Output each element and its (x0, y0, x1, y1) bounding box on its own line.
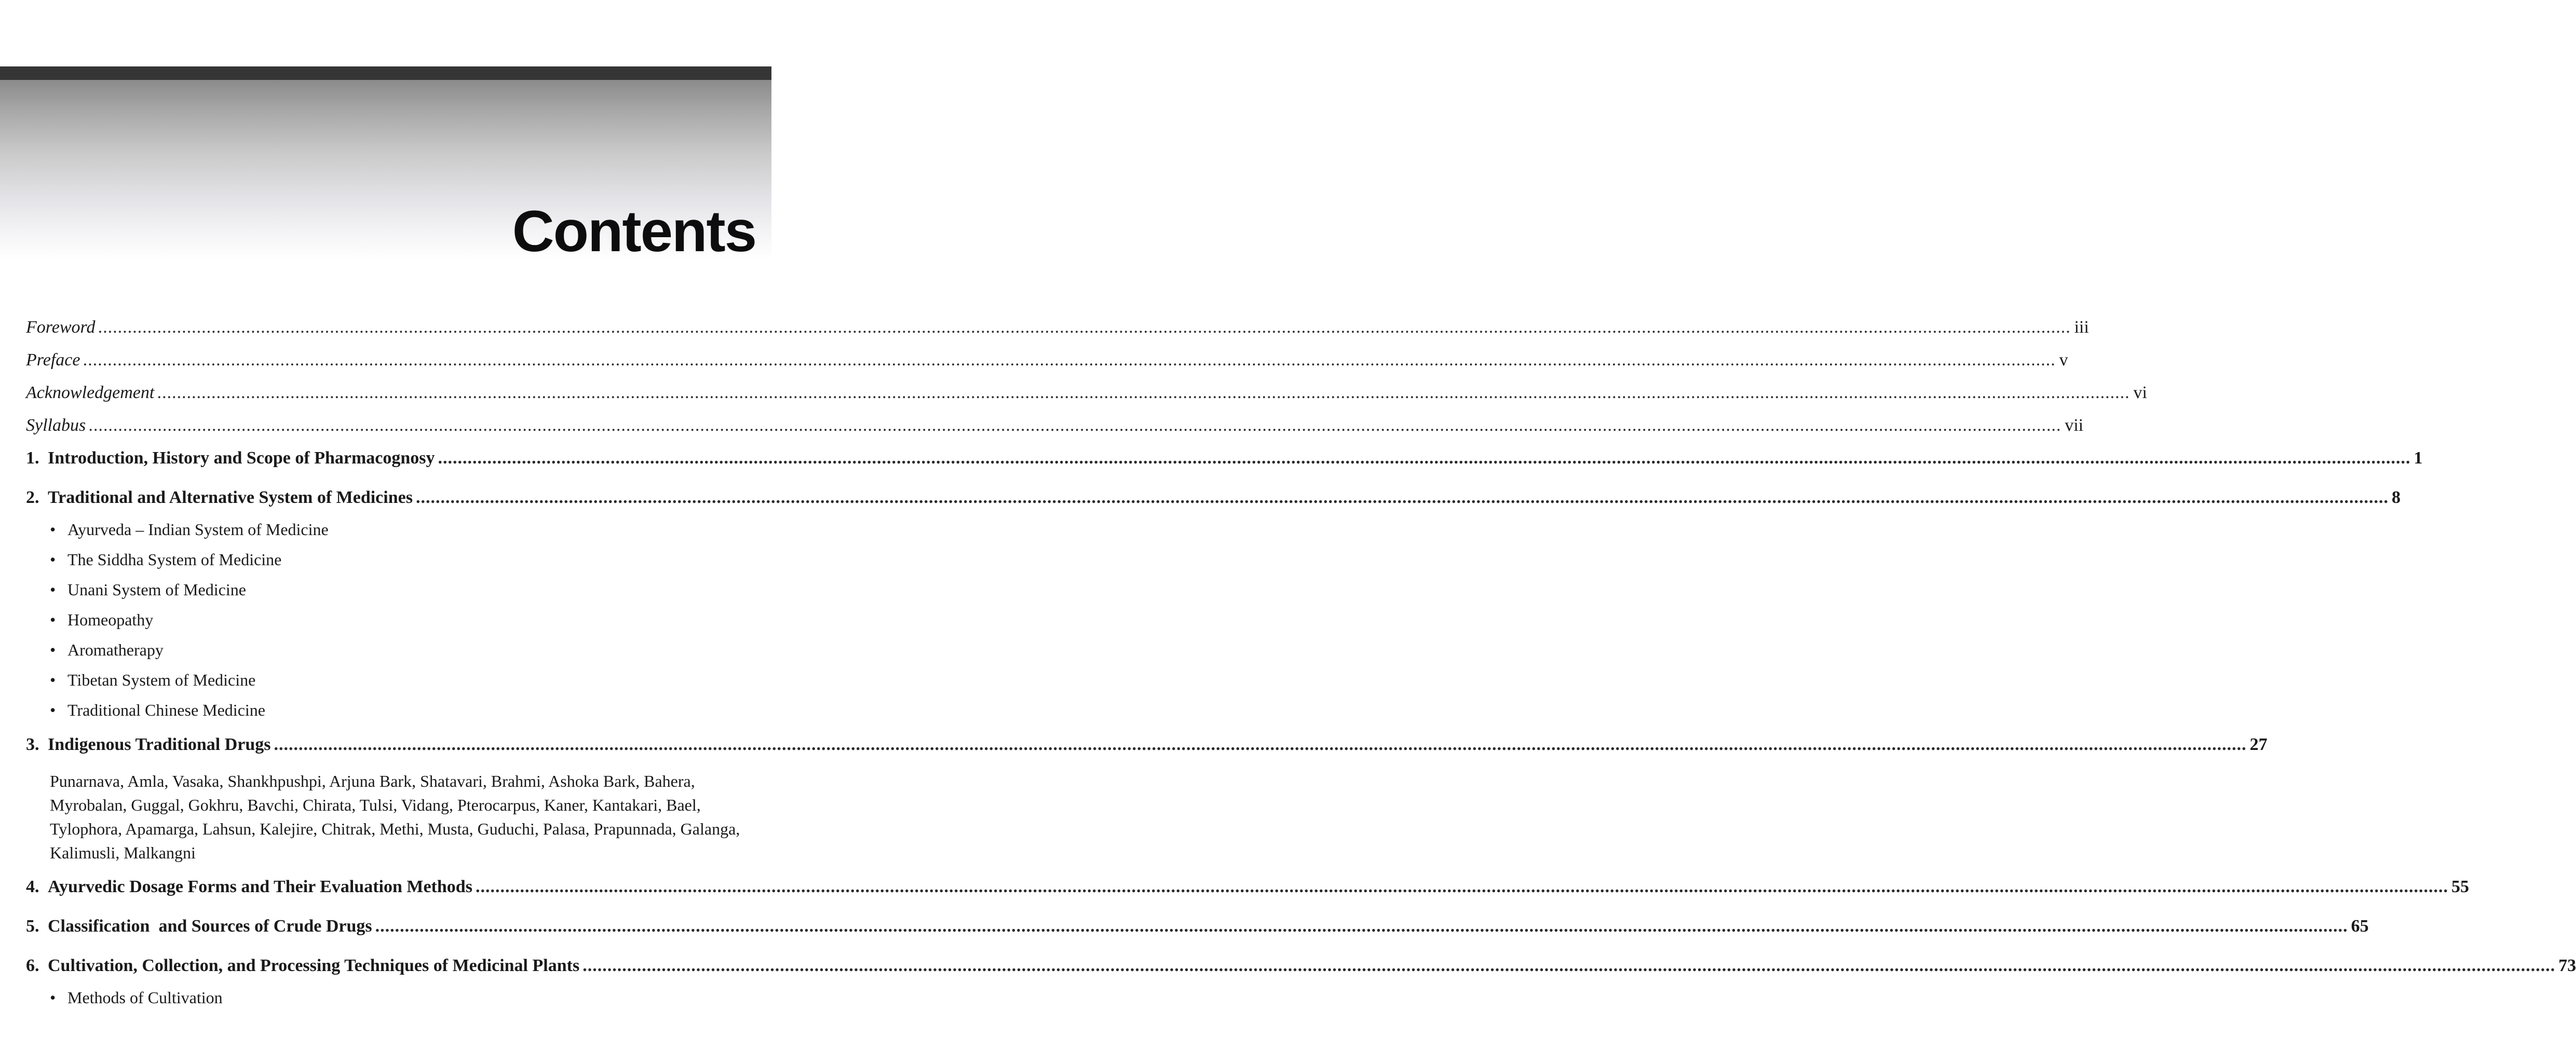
dot-leader: ................................................................................................................................................................................................................................................................................................................................................................................................................ (89, 416, 2062, 435)
toc-entry-label: Syllabus (26, 416, 86, 435)
chapter-2-subtopics (26, 520, 774, 731)
chapter-3 (26, 735, 2268, 774)
chapter-title (26, 956, 579, 976)
chapter-title (26, 488, 413, 508)
dot-leader: ................................................................................................................................................................................................................................................................................................................................................................................................................ (98, 318, 2071, 337)
chapter-title-text: Cultivation, Collection, and Processing Techniques of Medicinal Plants (48, 956, 580, 975)
header-bar (0, 66, 771, 80)
toc-entry-acknowledgement (26, 383, 2147, 416)
chapter-title (26, 735, 271, 755)
chapter-number: 5. (26, 917, 39, 936)
subtopic-item (50, 580, 774, 610)
subtopic-text: Homeopathy (67, 610, 154, 629)
toc-entry-label: Preface (26, 350, 80, 370)
toc-entry-page: vi (2133, 383, 2147, 402)
chapter-title-text: Introduction, History and Scope of Pharmacognosy (48, 448, 435, 468)
chapter-page: 27 (2249, 735, 2268, 754)
bullet-icon: • (50, 640, 56, 659)
bullet-icon: • (50, 701, 56, 719)
toc-entry-label: Foreword (26, 318, 96, 337)
chapter-6-subtopics (26, 988, 774, 1018)
subtopic-item (50, 520, 774, 550)
subtopic-item (50, 550, 774, 580)
chapter-title-text: Indigenous Traditional Drugs (48, 735, 271, 754)
chapter-page: 1 (2414, 448, 2423, 468)
chapter-title-text: Traditional and Alternative System of Medicines (48, 488, 413, 507)
chapter-number: 4. (26, 877, 39, 896)
toc-entry-page: iii (2074, 318, 2089, 337)
chapter-page: 65 (2351, 917, 2369, 936)
bullet-icon: • (50, 580, 56, 599)
subtopic-text: Aromatherapy (67, 640, 164, 659)
subtopic-text: The Siddha System of Medicine (67, 550, 282, 569)
toc-entry-label: Acknowledgement (26, 383, 155, 402)
chapter-page: 55 (2451, 877, 2469, 896)
dot-leader: ................................................................................................................................................................................................................................................................................................................................................................................................................ (582, 956, 2556, 975)
dot-leader: ................................................................................................................................................................................................................................................................................................................................................................................................................ (274, 735, 2247, 754)
toc-entry-page: vii (2065, 416, 2084, 435)
chapter-title (26, 448, 435, 468)
page-title: Contents (512, 199, 756, 264)
chapter-page: 8 (2391, 488, 2401, 507)
table-of-contents (26, 318, 2576, 1022)
subtopic-item (50, 640, 774, 671)
dot-leader: ................................................................................................................................................................................................................................................................................................................................................................................................................ (415, 488, 2389, 507)
chapter-4 (26, 877, 2469, 917)
subtopic-text: Tibetan System of Medicine (67, 671, 256, 689)
subtopic-item (50, 701, 774, 731)
chapter-number: 6. (26, 956, 39, 975)
dot-leader: ................................................................................................................................................................................................................................................................................................................................................................................................................ (83, 350, 2056, 370)
dot-leader: ................................................................................................................................................................................................................................................................................................................................................................................................................ (475, 877, 2448, 896)
chapter-number: 2. (26, 488, 39, 507)
subtopic-text: Ayurveda – Indian System of Medicine (67, 520, 329, 539)
subtopic-item (50, 610, 774, 640)
toc-entry-page: v (2059, 350, 2068, 370)
chapter-title (26, 917, 372, 936)
toc-entry-foreword (26, 318, 2089, 350)
bullet-icon: • (50, 988, 56, 1007)
chapter-1 (26, 448, 2423, 488)
chapter-3-drug-list: Punarnava, Amla, Vasaka, Shankhpushpi, Arjuna Bark, Shatavari, Brahmi, Ashoka Bark, Bahera, Myrobalan, Guggal, Gokhru, Bavchi, Chirata, Tulsi, Vidang, Pterocarpus, Kaner, Kantakari, Bael, Tylophora, Apamarga, Lahsun, Kalejire, Chitrak, Methi, Musta, Guduchi, Palasa, Prapunnada, Galanga, Kalimusli, Malkangni (50, 772, 740, 862)
chapter-page: 73 (2558, 956, 2576, 975)
subtopic-item (50, 671, 774, 701)
bullet-icon: • (50, 671, 56, 689)
subtopic-text: Methods of Cultivation (67, 988, 223, 1007)
chapter-number: 1. (26, 448, 39, 468)
subtopic-item (50, 988, 774, 1018)
bullet-icon: • (50, 610, 56, 629)
bullet-icon: • (50, 550, 56, 569)
chapter-title-text: Classification and Sources of Crude Drugs (48, 917, 372, 936)
toc-entry-preface (26, 350, 2068, 383)
dot-leader: ................................................................................................................................................................................................................................................................................................................................................................................................................ (438, 448, 2411, 468)
dot-leader: ................................................................................................................................................................................................................................................................................................................................................................................................................ (157, 383, 2131, 402)
bullet-icon: • (50, 520, 56, 539)
subtopic-text: Traditional Chinese Medicine (67, 701, 265, 719)
chapter-title (26, 877, 472, 897)
dot-leader: ................................................................................................................................................................................................................................................................................................................................................................................................................ (375, 917, 2348, 936)
subtopic-text: Unani System of Medicine (67, 580, 246, 599)
chapter-number: 3. (26, 735, 39, 754)
chapter-5 (26, 917, 2369, 956)
chapter-title-text: Ayurvedic Dosage Forms and Their Evaluation Methods (48, 877, 472, 896)
toc-entry-syllabus (26, 416, 2084, 448)
